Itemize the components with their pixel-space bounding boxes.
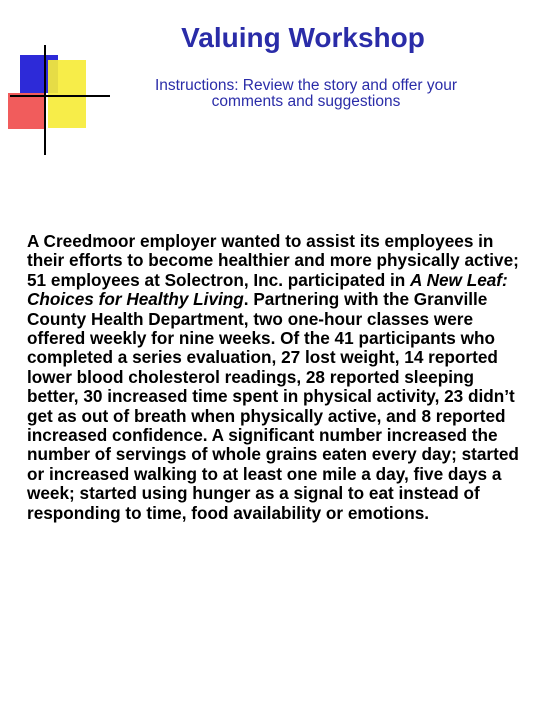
instructions-line-1: Instructions: Review the story and offer your bbox=[154, 77, 458, 94]
story-text-part-1: A Creedmoor employer wanted to assist its employees in their efforts to become healthier and more physically active; 51 employees at Solectron, Inc. participated in bbox=[27, 231, 519, 290]
page-title: Valuing Workshop bbox=[181, 22, 425, 53]
instructions-text bbox=[108, 78, 504, 110]
horizontal-rule-decoration bbox=[10, 95, 110, 97]
program-name: A New Leaf: Choices for Healthy Living bbox=[27, 269, 508, 310]
red-square-decoration bbox=[8, 93, 44, 129]
instructions-line-2: comments and suggestions bbox=[211, 93, 401, 110]
yellow-square-decoration bbox=[48, 60, 86, 128]
decorative-corner-graphic bbox=[0, 0, 120, 160]
story-text-part-2: . Partnering with the Granville County Health Department, two one-hour classes were offered weekly for nine weeks. Of the 41 participants who completed a series evaluation, 27 lost weight, 14 reported lower blood cholesterol readings, 28 reported sleeping better, 30 increased time spent in physical activity, 23 didn’t get as out of breath when physically active, and 8 reported increased confidence. A significant number increased the number of servings of whole grains eaten every day; started or increased walking to at least one mile a day, five days a week; started using hunger as a signal to eat instead of responding to time, food availability or emotions. bbox=[27, 289, 519, 523]
story-paragraph bbox=[27, 232, 525, 523]
vertical-rule-decoration bbox=[44, 45, 46, 155]
